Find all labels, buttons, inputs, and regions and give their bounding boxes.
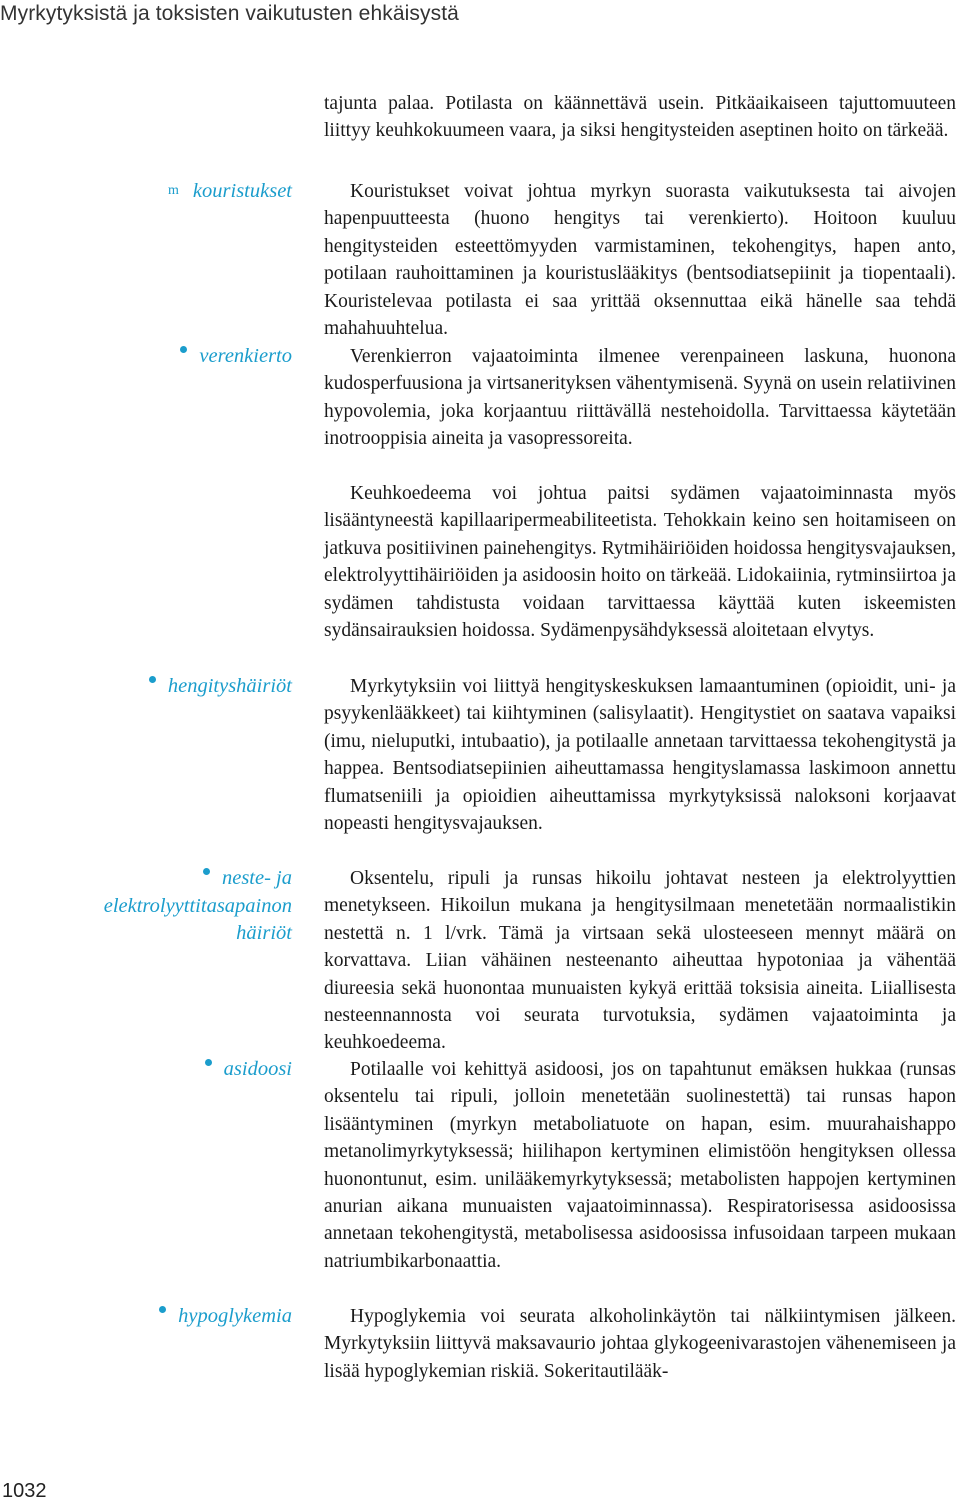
margin-label-text: verenkierto <box>199 345 292 367</box>
paragraph-neste-elektrolyytti: Oksentelu, ripuli ja runsas hikoilu johtavat nesteen ja elektrolyyttien menetykseen. Hikoilun mukana ja hengitysilmaan menetetään normaalistikin nestettä n. 1 l/vrk. Tämä ja virtsaan sekä ulosteeseen mennyt määrä on korvattava. Liian vähäinen nesteenanto aiheuttaa hypotoniaa ja vähentää diureesia sekä huonontaa munuaisten kykyä erittää toksisia aineita. Liiallisesta nesteennannosta voi seurata turvotuksia, sydämen vajaatoiminta ja keuhkoedeema. <box>324 868 956 1054</box>
bullet-icon <box>205 1059 212 1066</box>
bullet-icon <box>149 676 156 683</box>
intro-paragraph: tajunta palaa. Potilasta on käännettävä usein. Pitkäaikaiseen tajuttomuuteen liittyy keuhkokuumeen vaara, ja siksi hengitysteiden aseptinen hoito on tärkeää. <box>324 93 956 142</box>
margin-label-neste-elektrolyytti <box>104 865 292 948</box>
paragraph-hengityshairiot: Myrkytyksiin voi liittyä hengityskeskuksen lamaantuminen (opioidit, uni- ja psyykenlääkkeet) tai kiihtyminen (salisylaatit). Hengitystiet on saatava vapaiksi (imu, nieluputki, intubaatio), ja potilaalle annetaan tarvittaessa tekohengitystä ja happea. Bentsodiatsepiinien aiheuttamassa hengityslamassa laskimoon annettu flumatseniili ja opioidien aiheuttamissa myrkytyksissä naloksoni korjaavat nopeasti hengitysvajauksen. <box>324 676 956 835</box>
margin-label-hypoglykemia <box>159 1303 292 1331</box>
margin-label-text: hypoglykemia <box>178 1305 292 1327</box>
paragraph-verenkierto: Verenkierron vajaatoiminta ilmenee verenpaineen laskuna, huonona kudosperfuusiona ja virtsanerityksen vähentymisenä. Syynä on usein relatiivinen hypovolemia, joka korjaantuu riittävällä nestehoidolla. Tarvittaessa käytetään inotrooppisia aineita ja vasopressoreita. <box>324 346 956 450</box>
margin-label-kouristukset <box>168 178 292 206</box>
bullet-icon <box>203 868 210 875</box>
margin-label-verenkierto <box>180 343 292 371</box>
bullet-icon: m <box>168 183 179 198</box>
margin-label-line: elektrolyyttitasapainon <box>103 894 292 917</box>
margin-label-text: kouristukset <box>192 180 292 202</box>
margin-label-hengityshairiot <box>149 673 292 701</box>
margin-label-asidoosi <box>205 1056 292 1084</box>
margin-label-line: häiriöt <box>236 922 292 944</box>
paragraph-asidoosi: Potilaalle voi kehittyä asidoosi, jos on tapahtunut emäksen hukkaa (runsas oksentelu tai ripuli, jolloin menetetään suolinestettä) tai runsas hapon lisääntyminen (myrkyn metaboliatuote on hapan, esim. muurahaishappo metanolimyrkytyksessä; hiilihapon kertyminen elimistöön hengityksen ollessa huonontunut, esim. unilääkemyrkytyksessä; metabolisten happojen kertyminen anurian aikana munuaisten vajaatoiminnassa). Respiratorisessa asidoosissa annetaan tekohengitystä, metabolisessa asidoosissa infusoidaan tarpeen mukaan natriumbikarbonaattia. <box>324 1059 956 1272</box>
margin-label-text: asidoosi <box>223 1058 292 1080</box>
paragraph-keuhkoedeema: Keuhkoedeema voi johtua paitsi sydämen vajaatoiminnasta myös lisääntyneestä kapillaaripermeabiliteetista. Tehokkain keino sen hoitamiseen on jatkuva positiivinen painehengitys. Rytmihäiriöiden hoidossa hengitysvajauksen, elektrolyyttihäiriöiden ja asidoosin hoito on tärkeää. Lidokaiinia, rytminsiirtoa ja sydämen tahdistusta voidaan tarvittaessa käyttää kuten iskeemisten sydänsairauksien hoidossa. Sydämenpysähdyksessä aloitetaan elvytys. <box>324 483 956 642</box>
bullet-icon <box>180 346 187 353</box>
margin-label-text: hengityshäiriöt <box>167 675 292 697</box>
paragraph-kouristukset: Kouristukset voivat johtua myrkyn suorasta vaikutuksesta tai aivojen hapenpuutteesta (huono hengitys tai verenkierto). Hoitoon kuuluu hengitysteiden esteettömyyden varmistaminen, tekohengitys, hapen anto, potilaan rauhoittaminen ja kouristuslääkitys (bentsodiatsepiinit ja tiopentaali). Kouristelevaa potilasta ei saa yrittää oksennuttaa eikä hänelle saa tehdä mahahuuhtelua. <box>324 181 956 340</box>
running-title: Myrkytyksistä ja toksisten vaikutusten ehkäisystä <box>0 2 459 25</box>
paragraph-hypoglykemia: Hypoglykemia voi seurata alkoholinkäytön tai nälkiintymisen jälkeen. Myrkytyksiin liittyvä maksavaurio johtaa glykogeenivarastojen vähenemiseen ja lisää hypoglykemian riskiä. Sokeritautilääk- <box>324 1306 956 1382</box>
page-number: 1032 <box>2 1480 47 1502</box>
bullet-icon <box>159 1306 166 1313</box>
margin-label-line: neste- ja <box>221 867 292 889</box>
